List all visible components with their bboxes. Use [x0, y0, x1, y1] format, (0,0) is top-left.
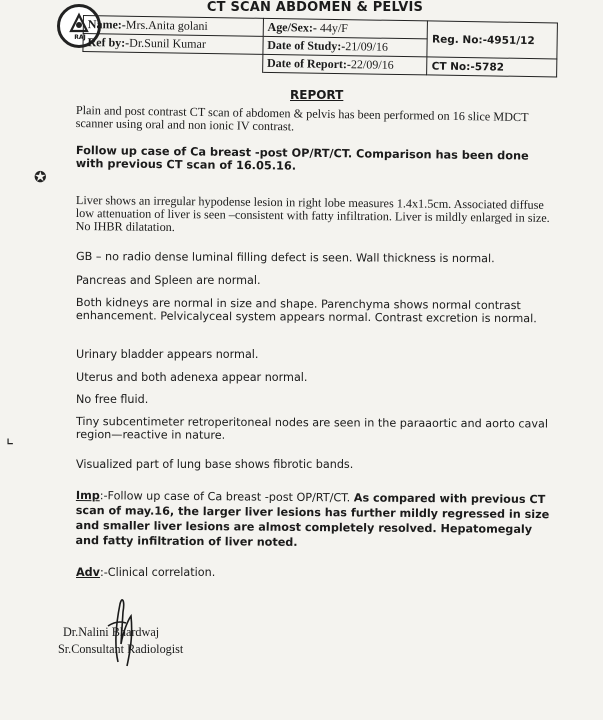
- history-paragraph: Follow up case of Ca breast -post OP/RT/CT. Comparison has been done with previous CT scan of 16.05.16.: [75, 144, 529, 173]
- kidney-finding: Both kidneys are normal in size and shape. Parenchyma shows normal contrast enhancement. Pelvicalyceal system appears normal. Contrast excretion is normal.: [75, 296, 537, 326]
- study-date-label: Date of Study:-: [267, 37, 346, 54]
- reg-no-label: Reg. No:-: [432, 32, 488, 46]
- signatory-name: Dr.Nalini Bhardwaj: [63, 625, 160, 639]
- lung-base-finding: Visualized part of lung base shows fibrotic bands.: [76, 458, 354, 471]
- advice-paragraph: [76, 566, 558, 579]
- margin-mark: ⌞: [6, 428, 14, 448]
- ct-no: 5782: [474, 60, 505, 74]
- report-date-label: Date of Report:-: [266, 55, 352, 72]
- patient-name: Mrs.Anita golani: [125, 17, 208, 33]
- patient-name-label: Name:-: [87, 17, 126, 32]
- ref-by: Dr.Sunil Kumar: [129, 35, 206, 51]
- uterus-finding: Uterus and both adenexa appear normal.: [76, 371, 308, 384]
- technique-paragraph: Plain and post contrast CT scan of abdomen & pelvis has been performed on 16 slice MDCT scanner using oral and non ionic IV contrast.: [75, 103, 529, 134]
- pancreas-spleen-finding: Pancreas and Spleen are normal.: [76, 274, 261, 287]
- gb-finding: GB – no radio dense luminal filling defect is seen. Wall thickness is normal.: [75, 250, 495, 266]
- ref-by-label: Ref by:-: [87, 35, 130, 50]
- reg-no-cell: [427, 21, 557, 59]
- report-date-cell: [262, 54, 427, 75]
- liver-finding: Liver shows an irregular hypodense lesion in right lobe measures 1.4x1.5cm. Associated diffuse low attenuation of liver is seen –consistent with fatty infiltration. Liver is mildly enlarged in size. No IHBR dilatation.: [75, 193, 550, 235]
- nodes-finding: Tiny subcentimeter retroperitoneal nodes are seen in the paraaortic and aorto caval region—reactive in nature.: [75, 415, 549, 442]
- free-fluid-finding: No free fluid.: [76, 393, 149, 406]
- empty-cell: [83, 52, 263, 73]
- report-title: CT SCAN ABDOMEN & PELVIS: [206, 0, 424, 15]
- margin-mark: ✪: [34, 168, 47, 186]
- advice-label: Adv: [76, 566, 100, 579]
- ct-no-cell: [427, 57, 557, 77]
- report-heading: REPORT: [290, 88, 344, 102]
- impression-label: Imp: [75, 488, 100, 503]
- report-date: 22/09/16: [350, 57, 394, 72]
- bladder-finding: Urinary bladder appears normal.: [76, 348, 259, 361]
- study-date: 21/09/16: [345, 39, 389, 54]
- impression-part1: :-Follow up case of Ca breast -post OP/RT/CT.: [99, 489, 351, 505]
- impression-part2: As compared with previous CT scan of may.16, the larger liver lesions has further mildly regressed in size and smaller liver lesions are almost completely resolved. Hepatomegaly and fatty infiltration of liver noted.: [75, 491, 550, 549]
- reg-no: 4951/12: [486, 33, 535, 47]
- signatory-title: Sr.Consultant Radiologist: [58, 642, 184, 656]
- logo-text: RAJ: [74, 34, 86, 41]
- impression-paragraph: [75, 488, 558, 552]
- age-sex: 44y/F: [319, 20, 349, 36]
- ct-no-label: CT No:-: [431, 59, 475, 73]
- patient-info-table: [82, 15, 558, 77]
- age-sex-label: Age/Sex:-: [267, 19, 318, 35]
- advice-text: :-Clinical correlation.: [99, 566, 216, 579]
